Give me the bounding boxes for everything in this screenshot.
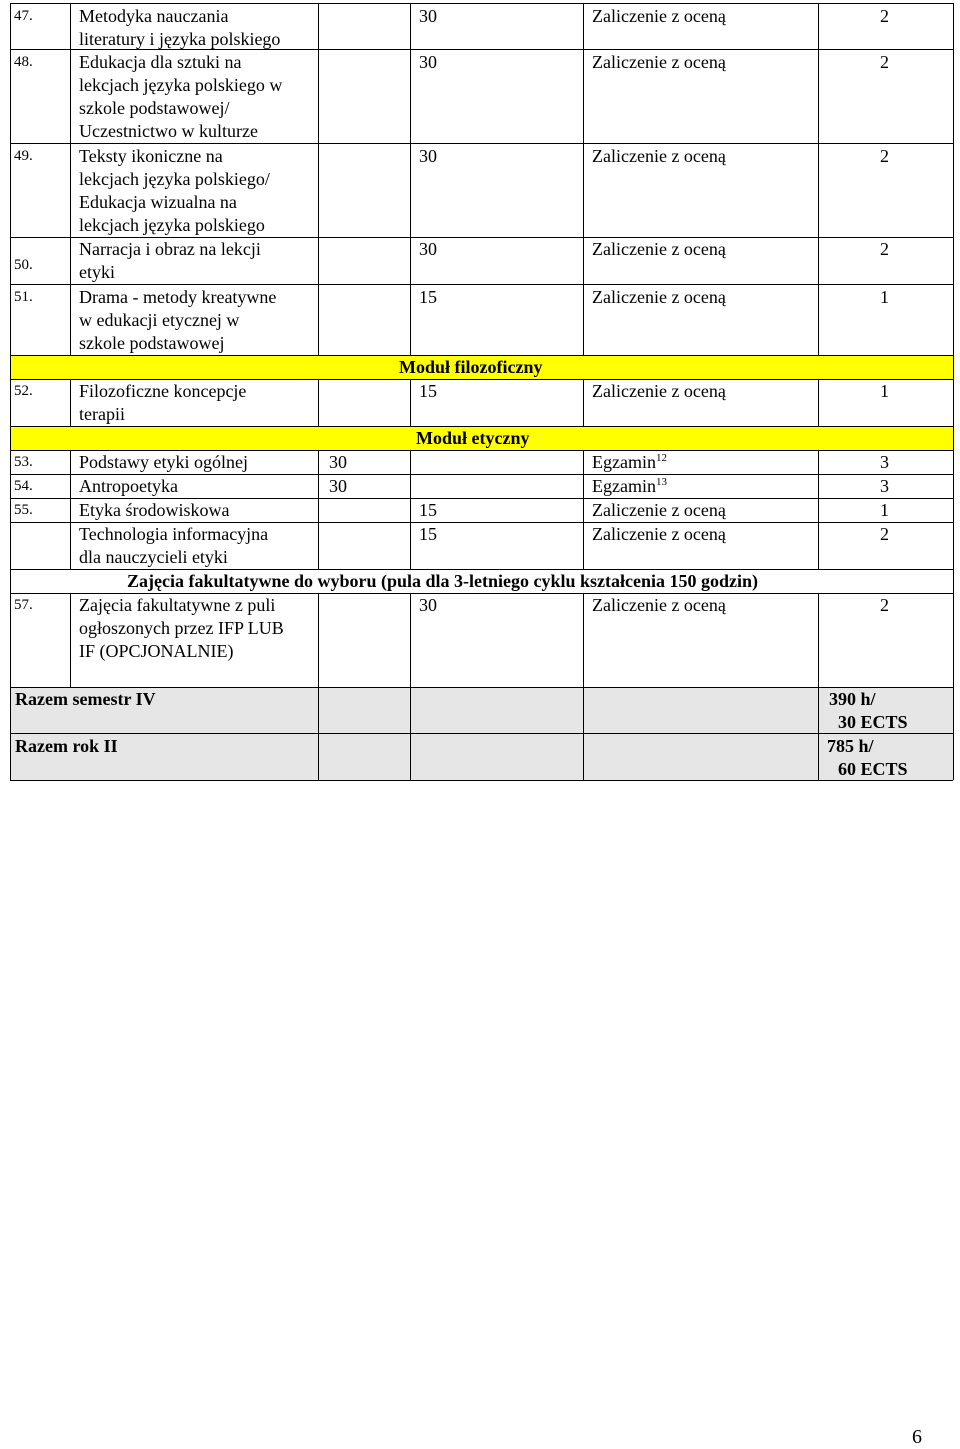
module-philosophical-heading: Moduł filozoficzny: [399, 357, 543, 377]
summary-year-hours: 785 h/: [827, 736, 874, 756]
module-ethical-heading: Moduł etyczny: [416, 428, 530, 448]
summary-year-label: Razem rok II: [15, 736, 118, 756]
summary-semester-ects: 30 ECTS: [838, 712, 908, 732]
page-number: 6: [912, 1426, 922, 1448]
summary-semester-label: Razem semestr IV: [15, 689, 156, 709]
summary-semester-hours: 390 h/: [829, 689, 876, 709]
module-elective-heading: Zajęcia fakultatywne do wyboru (pula dla 3-letniego cyklu kształcenia 150 godzin): [127, 571, 759, 591]
summary-year-ects: 60 ECTS: [838, 759, 908, 779]
